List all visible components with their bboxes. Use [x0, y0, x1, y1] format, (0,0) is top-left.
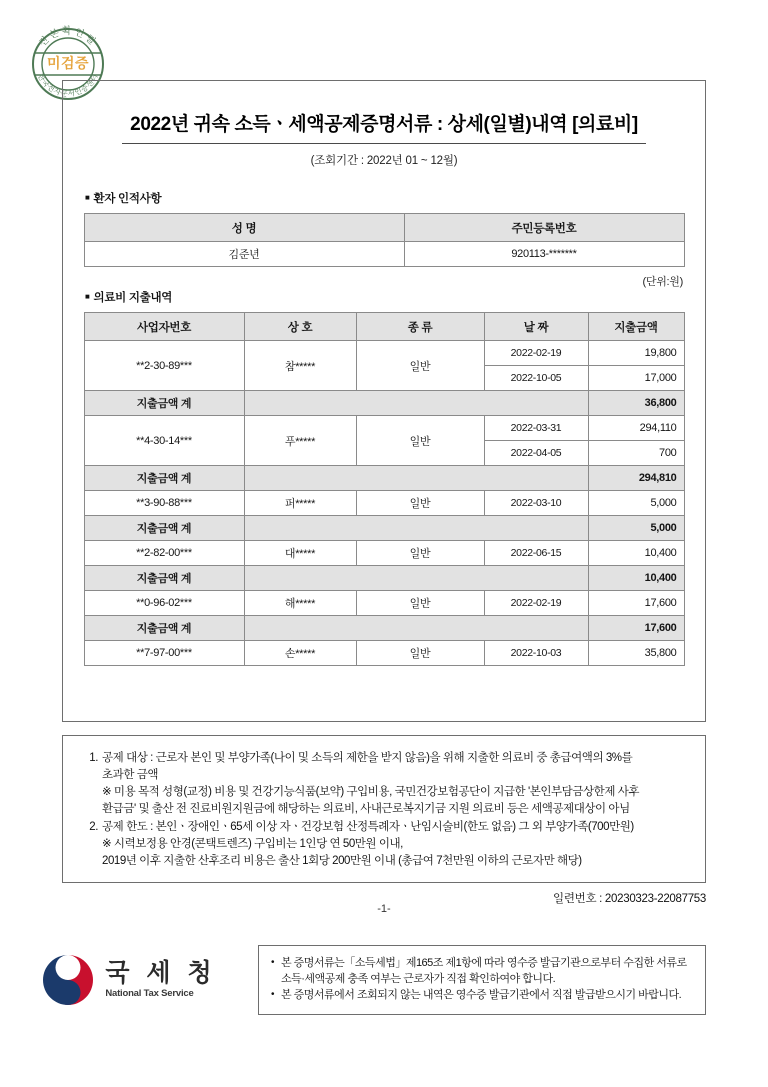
cell-amount: 35,800 — [588, 641, 684, 666]
subtotal-row — [84, 616, 684, 641]
deduction-note — [81, 819, 687, 870]
cell-business-no: **3-90-88*** — [84, 491, 244, 516]
deduction-note — [81, 750, 687, 818]
title-underline — [122, 143, 646, 144]
cell-expense-type: 일반 — [356, 341, 484, 391]
cell-amount: 700 — [588, 441, 684, 466]
patient-info-table — [84, 213, 685, 267]
cell-business-no: **4-30-14*** — [84, 416, 244, 466]
table-row — [84, 641, 684, 666]
subtotal-label: 지출금액 계 — [84, 516, 244, 541]
subtotal-row — [84, 466, 684, 491]
bullet-dot-icon: • — [271, 988, 275, 1000]
expense-section-label: 의료비 지출내역 — [93, 292, 173, 304]
cell-date: 2022-02-19 — [484, 341, 588, 366]
nts-name-korean: 국 세 청 — [105, 958, 217, 987]
cell-trade-name: 퍼***** — [244, 491, 356, 516]
subtotal-label: 지출금액 계 — [84, 466, 244, 491]
stamp-center-text: 미검증 — [46, 55, 90, 71]
currency-unit-note: (단위:원) — [642, 276, 683, 288]
bullet-spacer — [271, 971, 281, 987]
footer-notice-line — [271, 955, 695, 971]
square-bullet-icon: ■ — [85, 193, 90, 202]
nts-name-english: National Tax Service — [105, 988, 194, 1000]
column-header-business-no: 사업자번호 — [84, 313, 244, 341]
column-header-date: 날 짜 — [484, 313, 588, 341]
subtotal-row — [84, 391, 684, 416]
cell-amount: 294,110 — [588, 416, 684, 441]
inquiry-period: (조회기간 : 2022년 01 ~ 12월) — [310, 155, 458, 167]
subtotal-spacer — [244, 466, 588, 491]
medical-expense-table — [84, 312, 685, 666]
table-row — [84, 591, 684, 616]
column-header-rrn: 주민등록번호 — [404, 214, 684, 242]
cell-date: 2022-06-15 — [484, 541, 588, 566]
subtotal-amount: 17,600 — [588, 616, 684, 641]
column-header-amount: 지출금액 — [588, 313, 684, 341]
table-row — [84, 416, 684, 441]
medical-expense-body — [84, 341, 684, 666]
subtotal-amount: 5,000 — [588, 516, 684, 541]
stamp-top-arc-text: 진본확인필 — [37, 26, 99, 49]
expense-section-heading — [85, 289, 705, 305]
table-header-row — [84, 214, 684, 242]
column-header-name: 성 명 — [84, 214, 404, 242]
footer-notice-text: 소득·세액공제 충족 여부는 근로자가 직접 확인하여야 합니다. — [281, 972, 556, 985]
note-line: 2019년 이후 지출한 산후조리 비용은 출산 1회당 200만원 이내 (총급여 7천만원 이하의 근로자만 해당) — [102, 855, 582, 867]
subtotal-spacer — [244, 516, 588, 541]
column-header-trade-name: 상 호 — [244, 313, 356, 341]
subtotal-row — [84, 566, 684, 591]
cell-date: 2022-10-05 — [484, 366, 588, 391]
subtotal-amount: 294,810 — [588, 466, 684, 491]
document-body — [62, 80, 706, 722]
cell-date: 2022-04-05 — [484, 441, 588, 466]
nts-logo — [0, 953, 258, 1007]
table-header-row — [84, 313, 684, 341]
page-footer — [0, 932, 768, 1027]
note-line: 초과한 금액 — [102, 769, 159, 781]
subtotal-label: 지출금액 계 — [84, 391, 244, 416]
page-title: 2022년 귀속 소득ㆍ세액공제증명서류 : 상세(일별)내역 [의료비] — [130, 114, 638, 135]
cell-business-no: **7-97-00*** — [84, 641, 244, 666]
note-number: 2. — [89, 821, 98, 833]
patient-section-heading — [85, 190, 705, 206]
cell-expense-type: 일반 — [356, 416, 484, 466]
cell-trade-name: 푸***** — [244, 416, 356, 466]
nts-taegeuk-logo-icon — [41, 953, 95, 1007]
cell-date: 2022-03-31 — [484, 416, 588, 441]
cell-expense-type: 일반 — [356, 491, 484, 516]
patient-section-label: 환자 인적사항 — [93, 193, 162, 205]
cell-amount: 10,400 — [588, 541, 684, 566]
cell-business-no: **2-82-00*** — [84, 541, 244, 566]
footer-notice-box — [258, 945, 706, 1015]
cell-trade-name: 손***** — [244, 641, 356, 666]
table-row — [84, 341, 684, 366]
square-bullet-icon: ■ — [85, 292, 90, 301]
svg-text:진본확인필 — [36, 25, 99, 49]
cell-amount: 17,600 — [588, 591, 684, 616]
note-text — [102, 819, 687, 870]
cell-expense-type: 일반 — [356, 641, 484, 666]
subtotal-label: 지출금액 계 — [84, 616, 244, 641]
title-block — [63, 109, 705, 144]
table-row — [84, 541, 684, 566]
cell-amount: 17,000 — [588, 366, 684, 391]
note-number: 1. — [89, 752, 98, 764]
subtotal-amount: 36,800 — [588, 391, 684, 416]
subtotal-spacer — [244, 616, 588, 641]
note-line: 공제 대상 : 근로자 본인 및 부양가족(나이 및 소득의 제한을 받지 않음)을 위해 지출한 의료비 중 총급여액의 3%를 — [102, 752, 633, 764]
cell-amount: 5,000 — [588, 491, 684, 516]
footer-notice-text: 본 증명서류에서 조회되지 않는 내역은 영수증 발급기관에서 직접 발급받으시기 바랍니다. — [281, 988, 682, 1001]
deduction-notes-box — [62, 735, 706, 883]
cell-trade-name: 대***** — [244, 541, 356, 566]
note-line: ※ 시력보정용 안경(콘택트렌즈) 구입비는 1인당 연 50만원 이내, — [102, 838, 403, 850]
patient-rrn-value: 920113-******* — [404, 242, 684, 267]
footer-notice-text: 본 증명서류는「소득세법」제165조 제1항에 따라 영수증 발급기관으로부터 수집한 서류로 — [281, 956, 687, 969]
stamp-bottom-arc-text: 한국전자문서인증센터 — [36, 72, 100, 99]
table-row — [84, 491, 684, 516]
cell-date: 2022-10-03 — [484, 641, 588, 666]
patient-name-value: 김준년 — [84, 242, 404, 267]
cell-business-no: **0-96-02*** — [84, 591, 244, 616]
note-line: 환급금' 및 출산 전 진료비원지원금에 해당하는 의료비, 사내근로복지기금 지원 의료비 등은 세액공제대상이 아님 — [102, 803, 630, 815]
cell-date: 2022-02-19 — [484, 591, 588, 616]
subtotal-amount: 10,400 — [588, 566, 684, 591]
serial-number: 일련번호 : 20230323-22087753 — [553, 893, 706, 905]
subtotal-row — [84, 516, 684, 541]
cell-trade-name: 해***** — [244, 591, 356, 616]
subtotal-spacer — [244, 391, 588, 416]
cell-expense-type: 일반 — [356, 591, 484, 616]
cell-expense-type: 일반 — [356, 541, 484, 566]
note-line: 공제 한도 : 본인ㆍ장애인ㆍ65세 이상 자ㆍ건강보험 산정특례자ㆍ난임시술비(한도 없음) 그 외 부양가족(700만원) — [102, 821, 634, 833]
bullet-dot-icon: • — [271, 956, 275, 968]
column-header-type: 종 류 — [356, 313, 484, 341]
cell-date: 2022-03-10 — [484, 491, 588, 516]
table-row — [84, 242, 684, 267]
subtotal-spacer — [244, 566, 588, 591]
cell-amount: 19,800 — [588, 341, 684, 366]
footer-notice-line — [271, 987, 695, 1003]
footer-notice-line — [271, 971, 695, 987]
cell-trade-name: 참***** — [244, 341, 356, 391]
page-number: -1- — [377, 903, 391, 915]
note-text — [102, 750, 687, 818]
subtotal-label: 지출금액 계 — [84, 566, 244, 591]
note-line: ※ 미용 목적 성형(교정) 비용 및 건강기능식품(보약) 구입비용, 국민건강보험공단이 지급한 '본인부담금상한제 사후 — [102, 786, 640, 798]
cell-business-no: **2-30-89*** — [84, 341, 244, 391]
